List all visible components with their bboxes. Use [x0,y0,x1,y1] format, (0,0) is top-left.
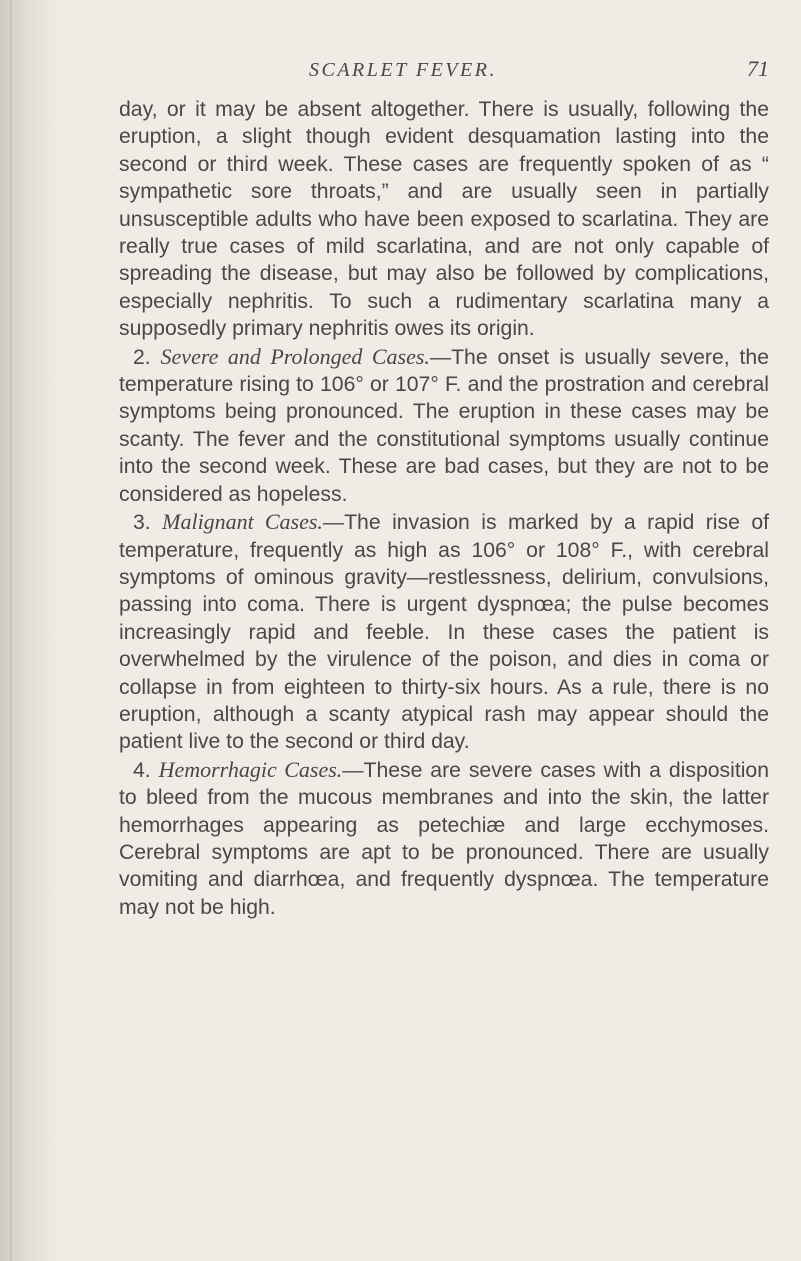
paragraph-number: 2. [133,345,161,369]
page-number: 71 [747,56,769,81]
paragraph-number: 4. [133,758,159,782]
paragraph-number: 3. [133,511,163,535]
paragraph-text: —These are severe cases with a disposition to bleed from the mucous membranes and into the skin, the latter hemorrhages appearing as petechiæ and large ecchymoses. Cerebral symptoms are apt to be pronounced. There are usually vomiting and diarrhœa, and frequently dyspnœa. The temperature may not be high. [119,758,769,919]
section-heading: Severe and Prolonged Cases. [160,343,430,369]
paragraph-malignant-cases [119,508,769,756]
book-page [119,55,769,921]
binding-edge [10,0,12,1261]
paragraph-hemorrhagic-cases [119,756,769,921]
paragraph-severe-cases [119,343,769,508]
running-header [119,55,769,89]
paragraph-continuation [119,96,769,343]
section-heading: Hemorrhagic Cases. [158,756,343,782]
paragraph-text: —The onset is usually severe, the temperature rising to 106° or 107° F. and the prostration and cerebral symptoms being pronounced. The eruption in these cases may be scanty. The fever and the constitutional symptoms usually continue into the second week. These are bad cases, but they are not to be considered as hopeless. [119,345,769,506]
section-heading: Malignant Cases. [162,509,323,535]
paragraph-text: day, or it may be absent altogether. There is usually, following the eruption, a slight though evident desquamation lasting into the second or third week. These cases are frequently spoken of as “ sympathetic sore throats,” and are usually seen in partially unsusceptible adults who have been exposed to scarlatina. They are really true cases of mild scarlatina, and are not only capable of spreading the disease, but may also be followed by complications, especially nephritis. To such a rudimentary scarlatina many a supposedly primary nephritis owes its origin. [119,98,769,341]
running-title: SCARLET FEVER. [309,59,497,81]
paragraph-text: —The invasion is marked by a rapid rise of temperature, frequently as high as 106° or 108° F., with cerebral symptoms of ominous gravity—restlessness, delirium, convulsions, passing into coma. There is urgent dyspnœa; the pulse becomes increasingly rapid and feeble. In these cases the patient is overwhelmed by the virulence of the poison, and dies in coma or collapse in from eighteen to thirty-six hours. As a rule, there is no eruption, although a scanty atypical rash may appear should the patient live to the second or third day. [119,511,769,754]
